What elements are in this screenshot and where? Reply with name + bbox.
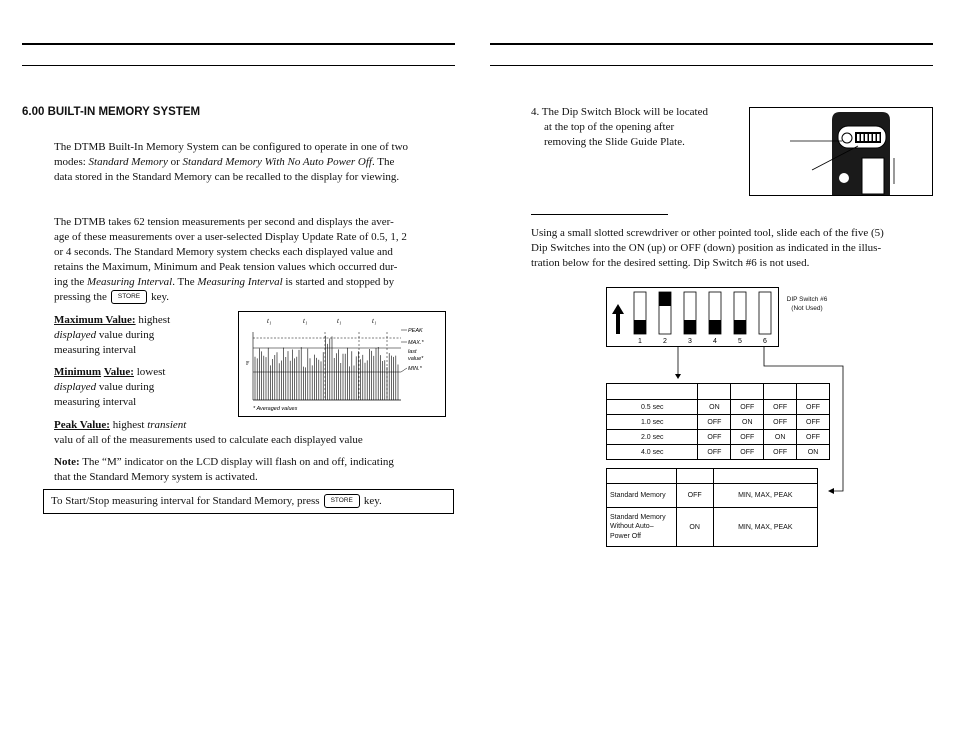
device-hole — [839, 173, 849, 183]
update-rate-table — [606, 383, 830, 460]
graph-bars — [255, 336, 398, 400]
table-cell: ON — [698, 400, 731, 415]
table-cell: 2.0 sec — [607, 430, 698, 445]
store-instruction-box: To Start/Stop measuring interval for Standard Memory, press STORE key. — [43, 489, 454, 514]
arrowhead-icon — [828, 488, 834, 494]
table-cell: ON — [797, 445, 830, 460]
store-key: STORE — [111, 290, 147, 304]
t-label: t₁ — [267, 317, 272, 325]
measurement-line: or 4 seconds. The Standard Memory system checks each displayed value and — [54, 246, 393, 258]
table-cell: OFF — [731, 400, 764, 415]
table-cell: OFF — [797, 415, 830, 430]
device-hole — [873, 171, 883, 181]
table-header-row — [607, 469, 818, 484]
table-cell: ON — [731, 415, 764, 430]
dip-6-note: DIP Switch #6 (Not Used) — [786, 296, 828, 312]
table-row — [607, 430, 830, 445]
header-rule-left-bottom — [22, 65, 455, 66]
memory-mode-table — [606, 468, 818, 547]
t-label: t₁ — [337, 317, 342, 325]
measurement-line: The DTMB takes 62 tension measurements per second and displays the aver- — [54, 216, 394, 228]
graph-footnote: * Averaged values — [253, 406, 298, 412]
dip-switch-1-lever — [634, 320, 646, 334]
table-cell: OFF — [764, 445, 797, 460]
dip-switch-diagram — [606, 287, 779, 347]
t-label: t₁ — [372, 317, 377, 325]
table-cell: OFF — [698, 430, 731, 445]
dip-switch-3-lever — [684, 320, 696, 334]
dip-switch-number: 4 — [713, 338, 717, 345]
dip-switch-number: 1 — [638, 338, 642, 345]
peak-label: PEAK — [408, 328, 423, 334]
min-label: MIN.* — [408, 366, 422, 372]
device-drawing — [750, 108, 932, 195]
subheading-rule — [531, 214, 668, 215]
dip-switch-6 — [759, 292, 771, 334]
dip-switch-number: 5 — [738, 338, 742, 345]
table-cell: ON — [764, 430, 797, 445]
min-leader — [401, 368, 407, 372]
table-cell: MIN, MAX, PEAK — [713, 508, 817, 547]
measurement-line: pressing the STORE key. — [54, 291, 170, 303]
header-rule-right-top — [490, 43, 933, 45]
table-cell: OFF — [797, 400, 830, 415]
intro-paragraph — [54, 140, 456, 185]
dip-switch-2-lever — [659, 292, 671, 306]
table-cell: OFF — [764, 400, 797, 415]
header-rule-left-top — [22, 43, 455, 45]
force-axis-label: F — [246, 361, 250, 367]
peak-value-def: Peak Value: highest transient valu of all of the measurements used to calculate each displayed value — [54, 419, 363, 446]
table-row — [607, 508, 818, 547]
dip-switch-4-lever — [709, 320, 721, 334]
note: Note: The “M” indicator on the LCD display will flash on and off, indicating that the Standard Memory system is activated. — [54, 456, 394, 483]
dip-switch-number: 2 — [663, 338, 667, 345]
table-cell: Standard Memory — [607, 484, 677, 508]
dip-switch-5-lever — [734, 320, 746, 334]
table-header-row — [607, 384, 830, 400]
screw-icon — [842, 133, 852, 143]
table-row — [607, 445, 830, 460]
table-row — [607, 400, 830, 415]
measurement-paragraph — [54, 215, 456, 305]
dip-switch-number: 6 — [763, 338, 767, 345]
t-label: t₁ — [303, 317, 308, 325]
tension-graph — [238, 311, 446, 417]
tension-graph-svg — [239, 312, 445, 416]
table-cell: OFF — [698, 415, 731, 430]
last-label: value* — [408, 356, 424, 362]
header-rule-right-bottom — [490, 65, 933, 66]
measurement-line: ing the Measuring Interval. The Measuring Interval is started and stopped by — [54, 276, 395, 288]
arrowhead-icon — [675, 374, 681, 379]
dip-switches — [634, 292, 771, 345]
dip-switch-svg — [607, 288, 778, 346]
table-row — [607, 415, 830, 430]
measurement-line: retains the Maximum, Minimum and Peak tension values which occurred dur- — [54, 261, 398, 273]
measurement-line: age of these measurements over a user-selected Display Update Rate of 0.5, 1, 2 — [54, 231, 407, 243]
step-4: 4. The Dip Switch Block will be located at the top of the opening after removing the Slide Guide Plate. — [531, 106, 708, 148]
dip-switch-number: 3 — [688, 338, 692, 345]
table-cell: OFF — [797, 430, 830, 445]
section-title: 6.00 BUILT-IN MEMORY SYSTEM — [22, 106, 201, 118]
last-label: last — [408, 349, 417, 355]
table-cell: OFF — [731, 430, 764, 445]
table-cell: OFF — [731, 445, 764, 460]
dip-instructions: Using a small slotted screwdriver or other pointed tool, slide each of the five (5) Dip Switches into the ON (up) or OFF (down) position as indicated in the illus- tration below for the desired setting. Dip Switch #6 is not used. — [531, 227, 884, 269]
table-cell: ON — [676, 508, 713, 547]
intro-line: modes: Standard Memory or Standard Memory With No Auto Power Off. The — [54, 156, 395, 168]
store-key: STORE — [324, 494, 360, 508]
up-arrow-icon — [612, 304, 624, 334]
intro-line: The DTMB Built-In Memory System can be configured to operate in one of two — [54, 141, 409, 153]
table-row — [607, 484, 818, 508]
table-cell: 0.5 sec — [607, 400, 698, 415]
table-cell: OFF — [676, 484, 713, 508]
table-cell: 1.0 sec — [607, 415, 698, 430]
dip-switch-location-illustration — [749, 107, 933, 196]
max-value-def: Maximum Value: highest displayed value during measuring interval — [54, 314, 171, 356]
intro-line: data stored in the Standard Memory can be recalled to the display for viewing. — [54, 171, 400, 183]
table-cell: OFF — [698, 445, 731, 460]
table-cell: MIN, MAX, PEAK — [713, 484, 817, 508]
table-cell: 4.0 sec — [607, 445, 698, 460]
max-label: MAX.* — [408, 340, 424, 346]
min-value-def: Minimum Value: lowest displayed value during measuring interval — [54, 366, 166, 408]
table-cell: OFF — [764, 415, 797, 430]
table-cell: Standard Memory Without Auto– Power Off — [607, 508, 677, 547]
